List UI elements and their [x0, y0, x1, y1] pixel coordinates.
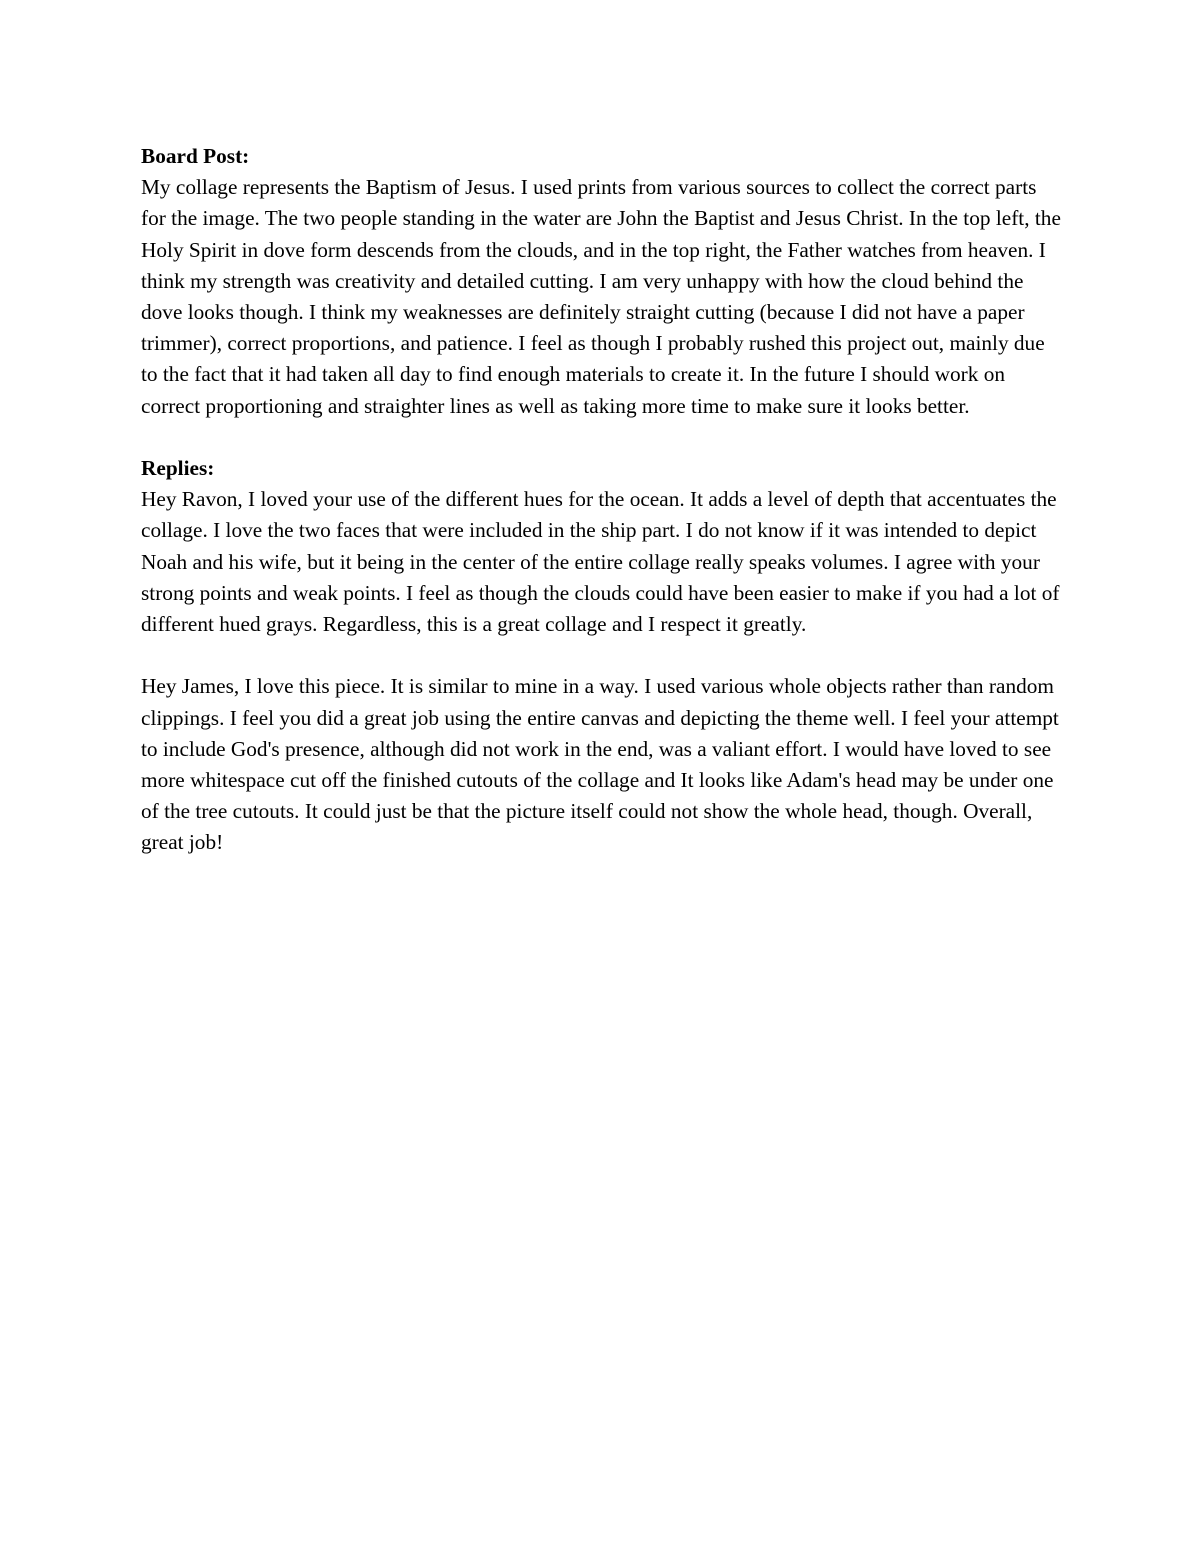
document-body [141, 141, 1066, 859]
paragraph-spacer [141, 640, 1066, 671]
paragraph-spacer [141, 422, 1066, 453]
reply-james: Hey James, I love this piece. It is similar to mine in a way. I used various whole objects rather than random clippings. I feel you did a great job using the entire canvas and depicting the theme well. I feel your attempt to include God's presence, although did not work in the end, was a valiant effort. I would have loved to see more whitespace cut off the finished cutouts of the collage and It looks like Adam's head may be under one of the tree cutouts. It could just be that the picture itself could not show the whole head, though. Overall, great job! [141, 674, 1059, 855]
board-post-body: My collage represents the Baptism of Jesus. I used prints from various sources to collect the correct parts for the image. The two people standing in the water are John the Baptist and Jesus Christ. In the top left, the Holy Spirit in dove form descends from the clouds, and in the top right, the Father watches from heaven. I think my strength was creativity and detailed cutting. I am very unhappy with how the cloud behind the dove looks though. I think my weaknesses are definitely straight cutting (because I did not have a paper trimmer), correct proportions, and patience. I feel as though I probably rushed this project out, mainly due to the fact that it had taken all day to find enough materials to create it. In the future I should work on correct proportioning and straighter lines as well as taking more time to make sure it looks better. [141, 175, 1061, 418]
reply-ravon: Hey Ravon, I loved your use of the different hues for the ocean. It adds a level of depth that accentuates the collage. I love the two faces that were included in the ship part. I do not know if it was intended to depict Noah and his wife, but it being in the center of the entire collage really speaks volumes. I agree with your strong points and weak points. I feel as though the clouds could have been easier to make if you had a lot of different hued grays. Regardless, this is a great collage and I respect it greatly. [141, 487, 1060, 637]
replies-heading: Replies: [141, 456, 215, 481]
board-post-heading: Board Post: [141, 144, 250, 168]
